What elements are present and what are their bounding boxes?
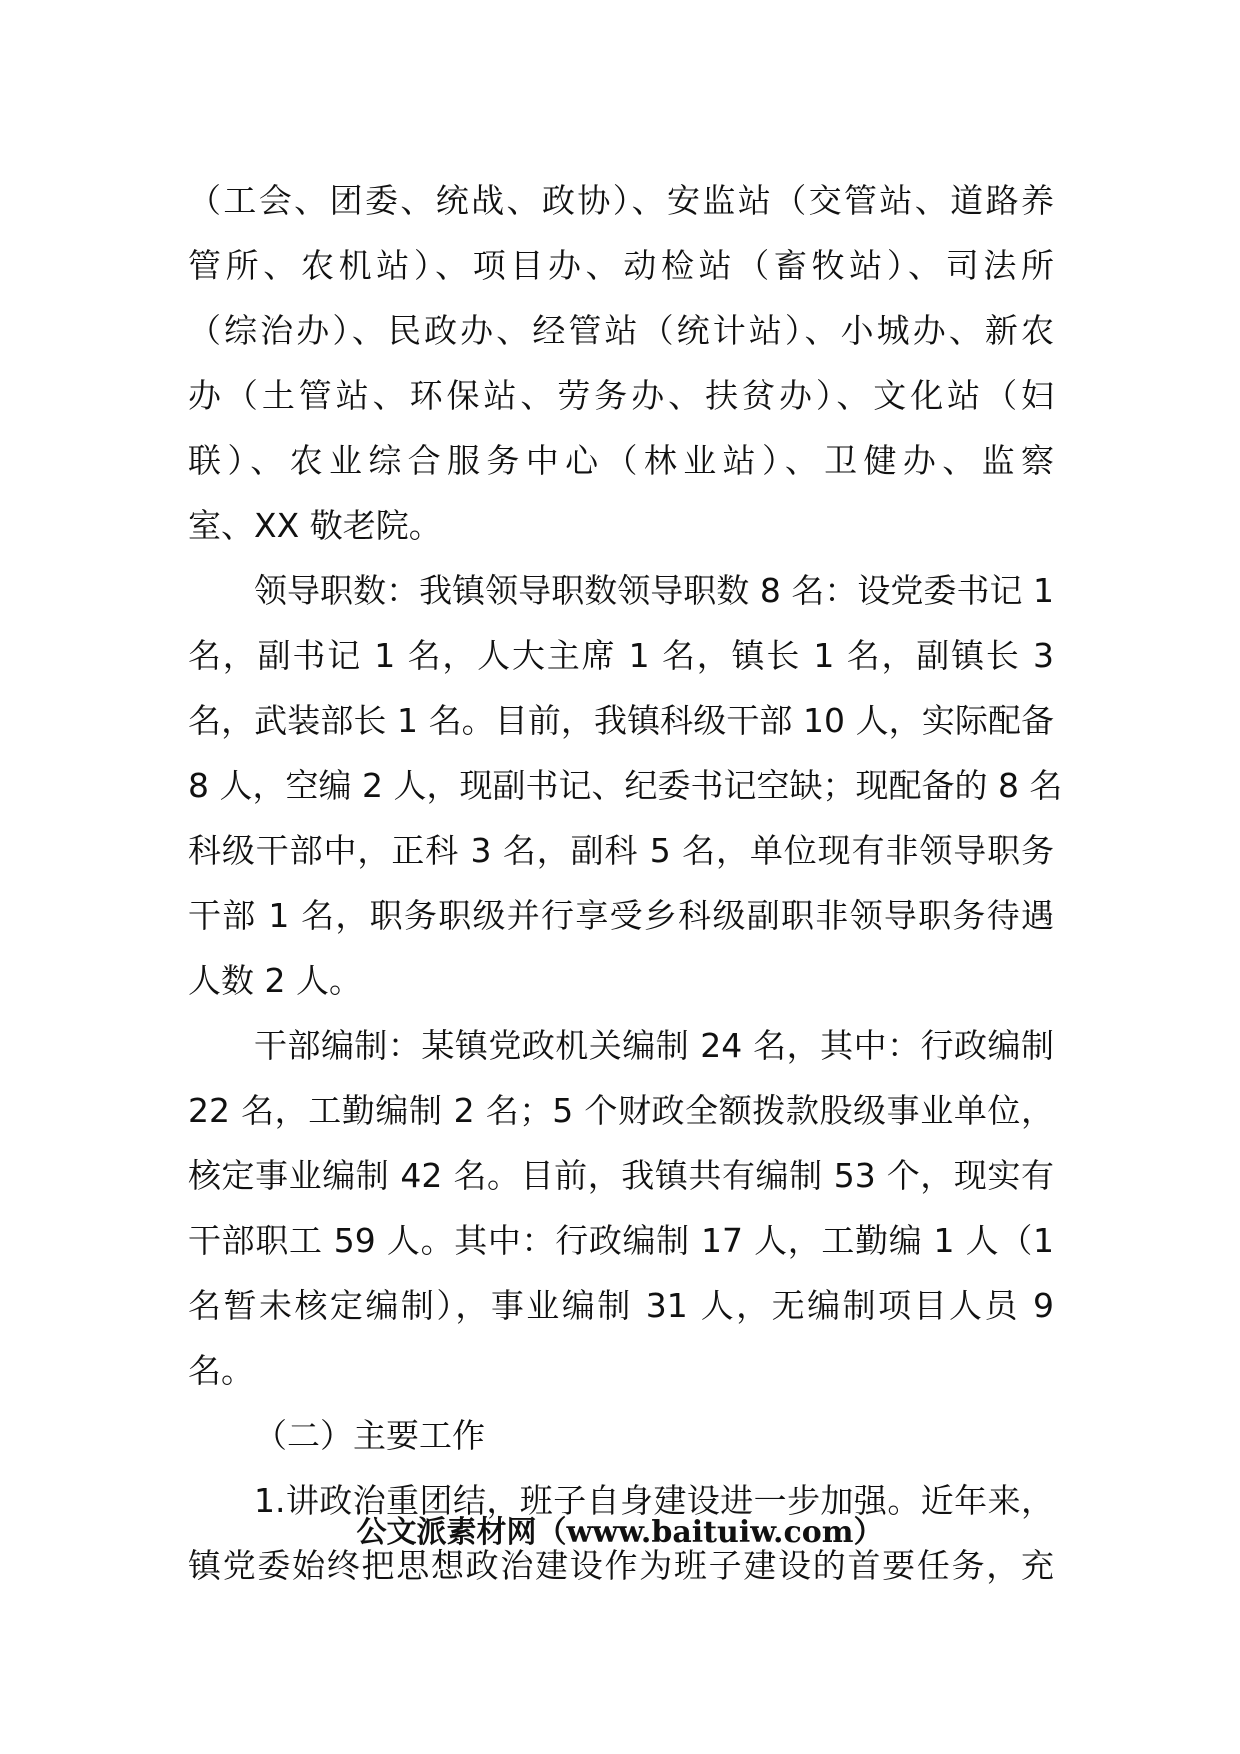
text-line: 干部编制：某镇党政机关编制 24 名，其中：行政编制 <box>254 1026 1054 1065</box>
text-line: 名。 <box>188 1351 254 1390</box>
text-line: （综治办）、民政办、经管站（统计站）、小城办、新农 <box>188 311 1054 350</box>
paragraph-leadership-positions <box>188 558 1063 1013</box>
text-line: 8 人，空编 2 人，现副书记、纪委书记空缺；现配备的 8 名 <box>188 766 1063 805</box>
text-line: 联）、农业综合服务中心（林业站）、卫健办、监察 <box>188 441 1054 480</box>
text-line: （工会、团委、统战、政协）、安监站（交管站、道路养 <box>188 181 1054 220</box>
text-line: 领导职数：我镇领导职数领导职数 8 名：设党委书记 1 <box>254 571 1054 610</box>
text-line: 22 名，工勤编制 2 名；5 个财政全额拨款股级事业单位， <box>188 1091 1054 1130</box>
section-heading-main-work <box>188 1403 1054 1468</box>
text-line: 科级干部中，正科 3 名，副科 5 名，单位现有非领导职务 <box>188 831 1054 870</box>
text-line: 名暂未核定编制），事业编制 31 人，无编制项目人员 9 <box>188 1286 1054 1325</box>
document-body <box>188 168 1063 1598</box>
text-line: 管所、农机站）、项目办、动检站（畜牧站）、司法所 <box>188 246 1054 285</box>
paragraph-staffing <box>188 1013 1054 1403</box>
text-line: 室、XX 敬老院。 <box>188 506 442 545</box>
text-line: 名，副书记 1 名，人大主席 1 名，镇长 1 名，副镇长 3 <box>188 636 1054 675</box>
text-line: 名，武装部长 1 名。目前，我镇科级干部 10 人，实际配备 <box>188 701 1054 740</box>
footer-watermark: 公文派素材网（www.baituiw.com） <box>356 1515 884 1550</box>
text-line: 干部 1 名，职务职级并行享受乡科级副职非领导职务待遇 <box>188 896 1054 935</box>
text-line: 干部职工 59 人。其中：行政编制 17 人，工勤编 1 人（1 <box>188 1221 1054 1260</box>
text-line: （二）主要工作 <box>254 1416 485 1455</box>
text-line: 1.讲政治重团结，班子自身建设进一步加强。近年来， <box>254 1481 1054 1520</box>
text-line: 人数 2 人。 <box>188 961 362 1000</box>
text-line: 镇党委始终把思想政治建设作为班子建设的首要任务，充 <box>188 1546 1054 1585</box>
text-line: 办（土管站、环保站、劳务办、扶贫办）、文化站（妇 <box>188 376 1054 415</box>
text-line: 核定事业编制 42 名。目前，我镇共有编制 53 个，现实有 <box>188 1156 1054 1195</box>
paragraph-organizations <box>188 168 1054 558</box>
